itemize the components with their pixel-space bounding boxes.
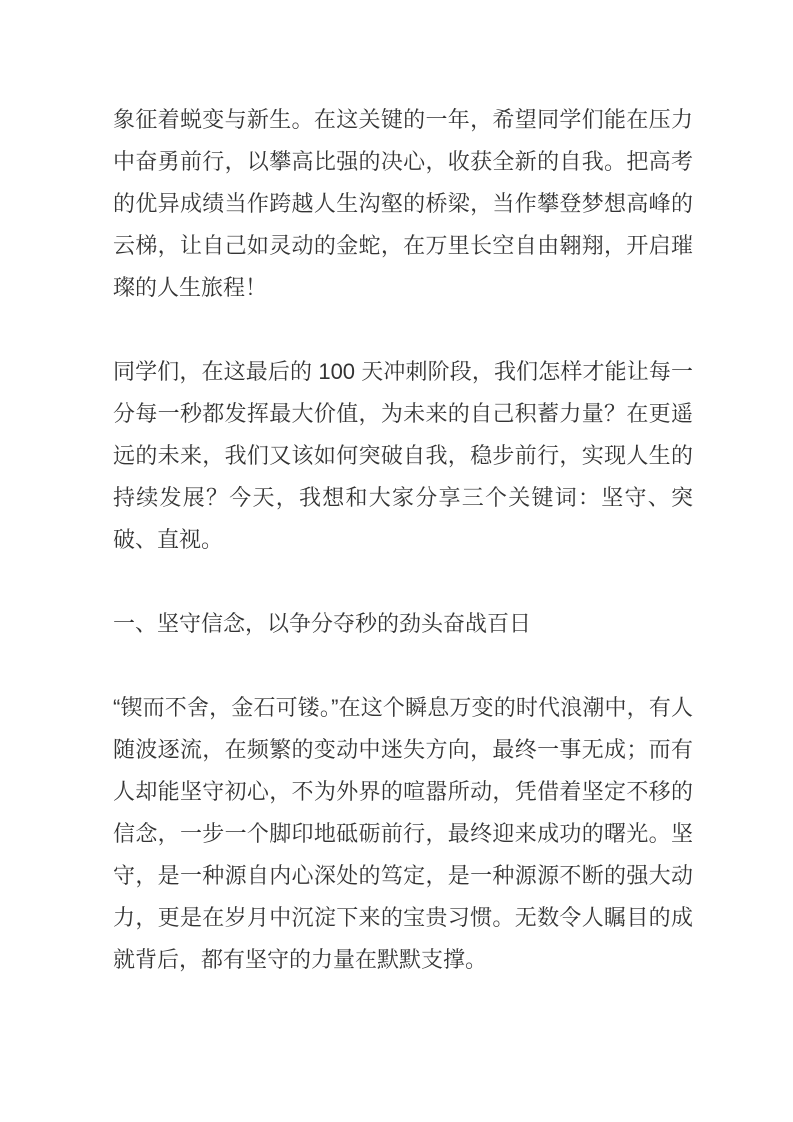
section-heading: 一、坚守信念，以争分夺秒的劲头奋战百日 [113,611,532,636]
paragraph-3: “锲而不舍，金石可镂。”在这个瞬息万变的时代浪潮中，有人随波逐流，在频繁的变动中迷失方向，最终一事无成；而有人却能坚守初心，不为外界的喧嚣所动，凭借着坚定不移的信念，一步一个脚印地砥砺前行，最终迎来成功的曙光。坚守，是一种源自内心深处的笃定，是一种源源不断的强大动力，更是在岁月中沉淀下来的宝贵习惯。无数令人瞩目的成就背后，都有坚守的力量在默默支撑。 [113,695,693,972]
paragraph-1: 象征着蜕变与新生。在这关键的一年，希望同学们能在压力中奋勇前行，以攀高比强的决心，收获全新的自我。把高考的优异成绩当作跨越人生沟壑的桥梁，当作攀登梦想高峰的云梯，让自己如灵动的金蛇，在万里长空自由翱翔，开启璀璨的人生旅程！ [113,107,693,300]
document-content [113,99,693,981]
paragraph-2: 同学们，在这最后的 100 天冲刺阶段，我们怎样才能让每一分每一秒都发挥最大价值，为未来的自己积蓄力量？在更遥远的未来，我们又该如何突破自我，稳步前行，实现人生的持续发展？今天，我想和大家分享三个关键词：坚守、突破、直视。 [113,359,693,552]
